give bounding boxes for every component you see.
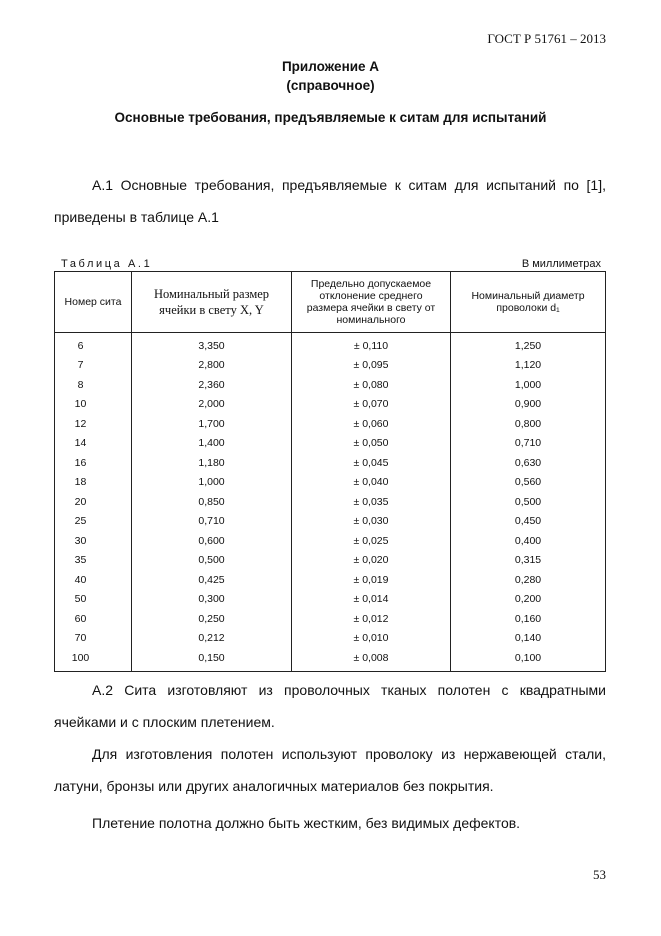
cell-aperture: 0,150	[132, 648, 292, 671]
cell-deviation: ± 0,070	[292, 395, 451, 415]
header-aperture-line1: Номинальный размер	[153, 287, 270, 301]
cell-sieve-number: 40	[55, 570, 132, 590]
cell-deviation: ± 0,095	[292, 356, 451, 376]
cell-deviation: ± 0,080	[292, 375, 451, 395]
table-row	[55, 629, 606, 649]
cell-aperture: 0,710	[132, 512, 292, 532]
page-number: 53	[593, 867, 606, 882]
cell-wire-diameter: 0,710	[451, 434, 606, 454]
cell-deviation: ± 0,040	[292, 473, 451, 493]
cell-deviation: ± 0,060	[292, 414, 451, 434]
table-row	[55, 333, 606, 356]
cell-deviation: ± 0,010	[292, 629, 451, 649]
cell-wire-diameter: 0,500	[451, 492, 606, 512]
table-row	[55, 395, 606, 415]
table-row	[55, 414, 606, 434]
paragraph-materials-line2: латуни, бронзы или других аналогичных материалов без покрытия.	[54, 778, 494, 794]
table-row	[55, 570, 606, 590]
cell-wire-diameter: 0,900	[451, 395, 606, 415]
cell-sieve-number: 30	[55, 531, 132, 551]
cell-wire-diameter: 0,560	[451, 473, 606, 493]
cell-wire-diameter: 1,120	[451, 356, 606, 376]
cell-deviation: ± 0,030	[292, 512, 451, 532]
paragraph-a1-line1: А.1 Основные требования, предъявляемые к ситам для испытаний по [1],	[92, 177, 606, 193]
cell-deviation: ± 0,035	[292, 492, 451, 512]
cell-deviation: ± 0,012	[292, 609, 451, 629]
table-row	[55, 551, 606, 571]
header-sieve-number	[55, 272, 132, 333]
cell-aperture: 0,300	[132, 590, 292, 610]
table-row	[55, 453, 606, 473]
cell-sieve-number: 60	[55, 609, 132, 629]
cell-sieve-number: 6	[55, 333, 132, 356]
table-row	[55, 375, 606, 395]
cell-deviation: ± 0,019	[292, 570, 451, 590]
paragraph-weave: Плетение полотна должно быть жестким, без видимых дефектов.	[92, 815, 521, 831]
appendix-type: (справочное)	[286, 78, 375, 93]
cell-aperture: 0,600	[132, 531, 292, 551]
cell-wire-diameter: 0,400	[451, 531, 606, 551]
cell-aperture: 2,000	[132, 395, 292, 415]
cell-aperture: 3,350	[132, 333, 292, 356]
cell-sieve-number: 12	[55, 414, 132, 434]
paragraph-a2-line1: А.2 Сита изготовляют из проволочных тканых полотен с квадратными	[92, 682, 606, 698]
header-wire-line2: проволоки d₁	[496, 302, 560, 314]
cell-sieve-number: 70	[55, 629, 132, 649]
cell-sieve-number: 100	[55, 648, 132, 671]
header-aperture-line2: ячейки в свету X, Y	[159, 303, 264, 317]
section-heading: Основные требования, предъявляемые к ситам для испытаний	[114, 110, 547, 125]
header-deviation-text: Предельно допускаемое отклонение среднего размера ячейки в свету от номинального	[306, 278, 436, 326]
paragraph-materials-line1: Для изготовления полотен используют проволоку из нержавеющей стали,	[92, 746, 606, 762]
cell-aperture: 0,212	[132, 629, 292, 649]
cell-wire-diameter: 0,450	[451, 512, 606, 532]
cell-aperture: 0,850	[132, 492, 292, 512]
paragraph-a1-line2: приведены в таблице А.1	[54, 209, 219, 225]
cell-deviation: ± 0,020	[292, 551, 451, 571]
cell-aperture: 0,425	[132, 570, 292, 590]
table-row	[55, 512, 606, 532]
cell-wire-diameter: 0,630	[451, 453, 606, 473]
cell-aperture: 2,800	[132, 356, 292, 376]
table-header-row	[55, 272, 606, 333]
table-row	[55, 609, 606, 629]
cell-sieve-number: 18	[55, 473, 132, 493]
cell-wire-diameter: 1,000	[451, 375, 606, 395]
table-row	[55, 531, 606, 551]
appendix-title: Приложение А	[281, 59, 380, 74]
cell-sieve-number: 7	[55, 356, 132, 376]
table-caption: Таблица А.1	[61, 258, 153, 270]
cell-deviation: ± 0,050	[292, 434, 451, 454]
cell-sieve-number: 8	[55, 375, 132, 395]
table-row	[55, 590, 606, 610]
cell-aperture: 1,700	[132, 414, 292, 434]
cell-sieve-number: 50	[55, 590, 132, 610]
table-units: В миллиметрах	[521, 258, 601, 270]
cell-aperture: 1,180	[132, 453, 292, 473]
cell-sieve-number: 10	[55, 395, 132, 415]
cell-wire-diameter: 0,140	[451, 629, 606, 649]
table-row	[55, 473, 606, 493]
cell-aperture: 0,500	[132, 551, 292, 571]
cell-aperture: 1,400	[132, 434, 292, 454]
cell-deviation: ± 0,014	[292, 590, 451, 610]
header-sieve-number-text: Номер сита	[64, 296, 122, 308]
cell-wire-diameter: 0,315	[451, 551, 606, 571]
cell-aperture: 2,360	[132, 375, 292, 395]
cell-deviation: ± 0,008	[292, 648, 451, 671]
cell-deviation: ± 0,110	[292, 333, 451, 356]
header-deviation	[292, 272, 451, 333]
table-row	[55, 434, 606, 454]
header-wire-diameter	[451, 272, 606, 333]
header-aperture	[132, 272, 292, 333]
document-code: ГОСТ Р 51761 – 2013	[487, 31, 606, 46]
paragraph-a2-line2: ячейками и с плоским плетением.	[54, 714, 275, 730]
cell-sieve-number: 25	[55, 512, 132, 532]
table-row	[55, 356, 606, 376]
cell-wire-diameter: 0,100	[451, 648, 606, 671]
header-wire-line1: Номинальный диаметр	[471, 290, 585, 302]
cell-wire-diameter: 1,250	[451, 333, 606, 356]
cell-wire-diameter: 0,200	[451, 590, 606, 610]
cell-aperture: 0,250	[132, 609, 292, 629]
cell-sieve-number: 16	[55, 453, 132, 473]
cell-deviation: ± 0,025	[292, 531, 451, 551]
table-row	[55, 492, 606, 512]
table-row	[55, 648, 606, 671]
cell-sieve-number: 20	[55, 492, 132, 512]
cell-aperture: 1,000	[132, 473, 292, 493]
cell-sieve-number: 14	[55, 434, 132, 454]
cell-wire-diameter: 0,280	[451, 570, 606, 590]
cell-wire-diameter: 0,160	[451, 609, 606, 629]
cell-deviation: ± 0,045	[292, 453, 451, 473]
sieve-table	[54, 271, 606, 672]
cell-sieve-number: 35	[55, 551, 132, 571]
cell-wire-diameter: 0,800	[451, 414, 606, 434]
